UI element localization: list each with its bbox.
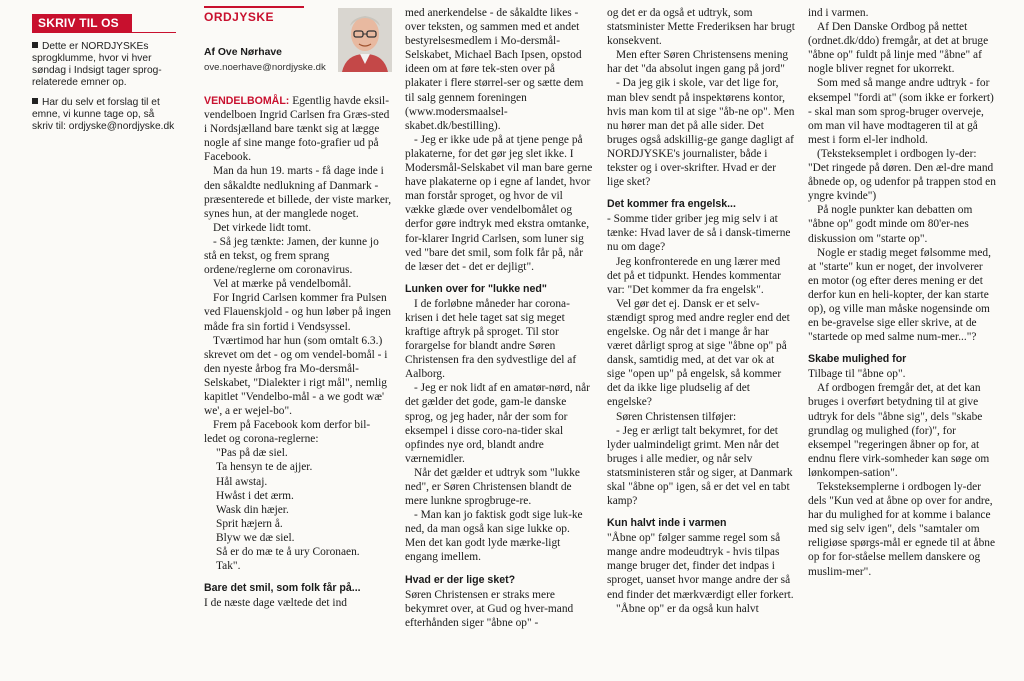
body-paragraph: "Åbne op" følger samme regel som så mange andre modeudtryk - hvis tilpas mange bruger det, finder det indpas i sproget, uanset hvor mange andre der så end finder det mærkværdigt eller forkert. <box>607 532 794 601</box>
body-paragraph: - Jeg er ærligt talt bekymret, for det lyder ualmindeligt grimt. Men når det bruges i alle medier, og når selv statsministeren står og siger, at Danmark skal "åbne op" igen, så er det vel en tabt kamp? <box>607 424 793 508</box>
body-paragraph: Søren Christensen er straks mere bekymret over, at Gud og hver-mand efterhånden siger "åbne op" - <box>405 588 574 629</box>
sidebar-paragraph <box>32 41 176 89</box>
body-paragraph: Tværtimod har hun (som omtalt 6.3.) skrevet om det - og om vendel-bomål - i den nyeste årbog fra Mo-dersmål-Selskabet, "Dialekter i rigt mål", nemlig kapitlet "Vendelbo-mål - a we godt wæ' we', a er wejel-bo". <box>204 334 388 418</box>
body-paragraph: Teksteksemplerne i ordbogen ly-der dels "Kun ved at åbne op over for andre, har du mulighed for at komme i balance med sig selv igen", dels "samtaler om religiøse spørgs-mål er egnede til at åbne op for for-ståelse mellem danskere og muslim-mer". <box>808 481 996 578</box>
sidebar-text-1: Dette er NORDJYSKEs sprogklumme, hvor vi hver søndag i Indsigt tager sprog-relaterede emner op. <box>32 41 162 88</box>
body-paragraph: Søren Christensen tilføjer: <box>616 410 737 423</box>
sidebar-text-2: Har du selv et forslag til et emne, vi kunne tage op, så skriv til: ordjyske@nordjyske.dk <box>32 97 175 132</box>
sidebar-rule <box>32 32 176 33</box>
body-paragraph: Vel at mærke på vendelbomål. <box>213 278 352 291</box>
sidebar-box <box>32 14 176 133</box>
poem-line: "Pas på dæ siel. <box>216 447 288 460</box>
sidebar-paragraph <box>32 97 176 133</box>
body-paragraph: Man da hun 19. marts - få dage inde i den såkaldte nedlukning af Danmark - præsenterede et billede, der viste marker, synes hun, at der manglede noget. <box>204 165 392 220</box>
square-bullet-icon <box>32 42 38 48</box>
body-paragraph: Af Den Danske Ordbog på nettet (ordnet.dk/ddo) fremgår, at det at bruge "åbne op" fuldt på linje med "åbne" af nogle bliver regnet for ukorrekt. <box>808 21 989 76</box>
body-paragraph: Tilbage til "åbne op". <box>808 368 906 381</box>
poem-line: Sprit hæjern å. <box>216 517 283 530</box>
rubric-label: ORDJYSKE <box>204 6 304 24</box>
poem-line: Tak". <box>216 560 241 573</box>
article-column-2 <box>405 6 593 630</box>
poem-line: Så er do mæ te å ury Coronaen. <box>216 546 360 558</box>
author-byline: Af Ove Nørhave <box>204 47 282 58</box>
body-paragraph: På nogle punkter kan debatten om "åbne op" godt minde om 80'er-nes diskussion om "starte op". <box>808 204 973 245</box>
author-portrait <box>338 8 392 72</box>
body-paragraph: Men efter Søren Christensens mening har det "da absolut ingen gang på jord" <box>607 49 789 76</box>
body-paragraph: Som med så mange andre udtryk - for eksempel "fordi at" (som ikke er forkert) - skal man som sprog-bruger overveje, om man vil have modtageren til at gå mest i form el-ler indhold. <box>808 77 994 146</box>
poem-line: Blyw we dæ siel. <box>216 531 295 544</box>
body-paragraph: Det virkede lidt tomt. <box>213 221 312 234</box>
subheading: Kun halvt inde i varmen <box>607 517 727 530</box>
body-paragraph: - Jeg er ikke ude på at tjene penge på plakaterne, for det gør jeg slet ikke. I Modersmål-Selskabet vil man bare gerne have plakaterne op i egne af landet, hvor man forstår sproget, og hvor de vil vække glæde over vendelbomålet og derfor gøre indtryk med ekstra omtanke, for-klarer Ingrid Carlsen, som luner sig ved "bare det smil, som folk får på, når de læser det - det er dejligt". <box>405 133 593 273</box>
body-paragraph: Når det gælder et udtryk som "lukke ned", er Søren Christensen blandt de mere lunkne sprogbruge-re. <box>405 466 580 508</box>
article-column-3 <box>607 6 795 616</box>
lead-paragraph <box>204 94 392 164</box>
sidebar-title: SKRIV TIL OS <box>32 14 132 32</box>
dateline: VENDELBOMÅL: <box>204 95 290 107</box>
poem-line: Hål awstaj. <box>216 475 268 488</box>
body-paragraph: - Da jeg gik i skole, var det lige for, man blev sendt på inspektørens kontor, hvis man kom til at sige "åb-ne op". Men nu hører man det på alle sider. Det bruges også adskillig-ge gange dagligt af NORDJYSKE's journalister, både i tekster og i over-skrifter. Hvad er der lige sket? <box>607 77 795 189</box>
article-column-4 <box>808 6 996 579</box>
body-paragraph: For Ingrid Carlsen kommer fra Pulsen ved Flauenskjold - og hun løber på ingen måde fra sin fortid i Vendsyssel. <box>204 292 391 333</box>
subheading: Bare det smil, som folk får på... <box>204 582 361 595</box>
subheading: Det kommer fra engelsk... <box>607 198 736 211</box>
body-paragraph: Af ordbogen fremgår det, at det kan bruges i overført betydning til at give udtryk for dels "åbne sig", dels "skabe grundlag og mulighed (for)", for eksempel "regeringen åbner op for, at endnu flere virk-somheder kan søge om lønkompen-sation". <box>808 382 990 479</box>
subheading: Lunken over for "lukke ned" <box>405 282 547 295</box>
author-email: ove.noerhave@nordjyske.dk <box>204 62 326 73</box>
square-bullet-icon <box>32 98 38 104</box>
body-paragraph: (Teksteksemplet i ordbogen ly-der: "Det ringede på døren. Den æl-dre mand åbnede op, og udenfor på trappen stod en yngre kvinde") <box>808 147 996 203</box>
body-paragraph: I de næste dage væltede det ind <box>204 597 347 610</box>
subheading: Skabe mulighed for <box>808 353 907 366</box>
body-paragraph: I de forløbne måneder har corona-krisen i det hele taget sat sig meget kraftige aftryk på sproget. Til stor forargelse for blandt andre Søren Christensen fra den sydvestlige del af Aalborg. <box>405 297 577 381</box>
poem-line: Wask din hæjer. <box>216 503 289 516</box>
body-paragraph: - Man kan jo faktisk godt sige luk-ke ned, da man også kan sige lukke op. Men det kan godt lyde mærke-ligt engang imellem. <box>405 509 583 564</box>
poem-line: Ta hensyn te de ajjer. <box>216 461 313 474</box>
article-column-1 <box>204 6 392 610</box>
body-paragraph: Jeg konfronterede en ung lærer med det på et tidpunkt. Hendes kommentar var: "Det kommer da fra engelsk". <box>607 255 781 296</box>
body-paragraph: "Åbne op" er da også kun halvt <box>616 602 759 615</box>
lead-text: Egentlig havde eksil-vendelboen Ingrid Carlsen fra Græs-sted i Nordsjælland bare tænkt sig at lægge nogle af sine mange foto-grafier ud på Facebook. <box>204 95 390 164</box>
poem-line: Hwåst i det ærm. <box>216 489 294 502</box>
body-paragraph: - Jeg er nok lidt af en amatør-nørd, når det gælder det gode, gam-le danske sprog, og jeg hader, når der som for eksempel i disse coro-na-tider skal opfindes nye ord, blandt andre værnemidler. <box>405 382 590 465</box>
subheading: Hvad er der lige sket? <box>405 573 516 586</box>
body-paragraph: Nogle er stadig meget følsomme med, at "starte" kun er noget, der involverer en motor (og efter deres mening er det derfor kun en heli-kopter, der kan starte op), og ville man måske nogensinde om en be-gravelse sige eller skrive, at de "startede op med salme num-mer..."? <box>808 246 991 344</box>
body-paragraph: Vel gør det ej. Dansk er et selv-stændigt sprog med andre regler end det engelske. Og når det i mange år har været dårligt sprog at sige "åbne op" på dansk, samtidig med, at det var ok at sige "open up" på engelsk, så kommer det da ikke lige pludselig af det engelske? <box>607 297 790 409</box>
body-paragraph: - Somme tider griber jeg mig selv i at tænke: Hvad laver de så i dansk-timerne nu om dage? <box>607 213 791 254</box>
body-paragraph: ind i varmen. <box>808 7 869 19</box>
body-paragraph: med anerkendelse - de såkaldte likes - over teksten, og sammen med et andet bestyrelsesmedlem i Mo-dersmål-Selskabet, Michael Bach Ipsen, opstod ideen om at føre tek-sten over på plakater i flere størrel-ser og sætte dem til salg gennem foreningen (www.modersmaalsel-skabet.dk/bestilling). <box>405 7 584 132</box>
body-paragraph: og det er da også et udtryk, som statsminister Mette Frederiksen har brugt konsekvent. <box>607 7 795 48</box>
body-paragraph: Frem på Facebook kom derfor bil-ledet og corona-reglerne: <box>204 419 371 446</box>
body-paragraph: - Så jeg tænkte: Jamen, der kunne jo stå en tekst, og frem sprang ordene/reglerne om coronavirus. <box>204 235 379 277</box>
author-block <box>204 6 392 94</box>
